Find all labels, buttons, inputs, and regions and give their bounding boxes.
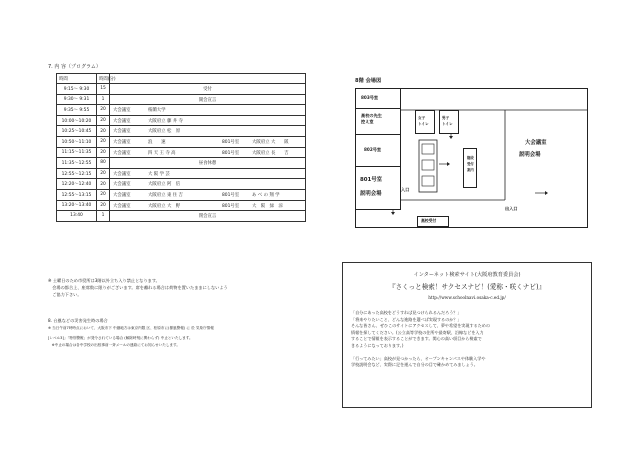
row-time: 9:35〜 9:55 <box>57 105 97 116</box>
row-school-2: 大 阪 緑 涼 <box>252 203 283 209</box>
row-time: 10:00〜10:20 <box>57 115 97 126</box>
row-minutes: 20 <box>97 105 110 116</box>
staff-room <box>355 108 401 136</box>
note-line: 会場の都合上、座席数に限りがございます。席を離れる場合は荷物を置いたままにしないよう <box>48 284 228 290</box>
program-section-title: 7. 内 容（プログラム） <box>48 64 101 70</box>
row-venue: 大会議室 <box>113 171 131 177</box>
row-school: 桜蘭大学 <box>148 108 166 114</box>
table-row <box>57 158 306 169</box>
header-minutes: 時間(分) <box>97 74 110 84</box>
stairs-reception <box>463 148 477 188</box>
row-content <box>110 126 306 137</box>
row-content <box>110 168 306 179</box>
info-url[interactable]: http://www.schoolnavi.osaka-c.ed.jp/ <box>428 295 506 300</box>
table-row <box>57 179 306 190</box>
info-line1: インターネット検索サイト(大阪府教育委員会) <box>413 272 521 278</box>
note-line: ※ 土曜日のため市役所は3階以外立ち入り禁止となります。 <box>48 278 160 283</box>
table-row <box>57 189 306 200</box>
row-school: 大阪府立 阿 倍 <box>148 182 181 188</box>
row-minutes: 1 <box>97 94 110 105</box>
row-event: 閉会宣言 <box>198 214 217 220</box>
row-venue: 大会議室 <box>113 203 131 209</box>
staff-room-label: 高校の先生 控え室 <box>361 113 382 124</box>
row-time: 11:15〜11:35 <box>57 147 97 158</box>
row-content <box>110 179 306 190</box>
row-content <box>110 211 306 222</box>
row-minutes: 15 <box>97 84 110 95</box>
row-time: 10:25〜10:45 <box>57 126 97 137</box>
toilet-men <box>439 110 459 134</box>
table-row <box>57 147 306 158</box>
row-minutes: 20 <box>97 126 110 137</box>
info-box <box>342 262 592 408</box>
row-school-2: 大阪府立 大 阪 <box>252 139 289 145</box>
row-school-2: 大阪府立 長 吉 <box>252 150 289 156</box>
table-row <box>57 105 306 116</box>
row-time: 13:20〜13:40 <box>57 200 97 211</box>
row-school: 四 天 王 寺 高 <box>148 150 176 156</box>
info-body-line: きるようになっております。) <box>351 342 404 348</box>
header-blank <box>110 74 306 84</box>
big-hall-label: 大会議室 <box>525 140 547 146</box>
row-content <box>110 115 306 126</box>
reception-desk <box>417 216 449 227</box>
row-school: 浪 速 <box>148 139 166 145</box>
table-row <box>57 84 306 95</box>
reception-label: 高校受付 <box>421 218 437 223</box>
row-venue: 大会議室 <box>113 108 131 114</box>
row-venue: 大会議室 <box>113 129 131 135</box>
row-content <box>110 147 306 158</box>
row-content <box>110 94 306 105</box>
row-school: 大阪府立 藤 井 寺 <box>148 118 183 124</box>
header-time: 時間 <box>57 74 97 84</box>
toilet-women-label: 女子 トイレ <box>418 116 429 126</box>
note-line: ご協力下さい。 <box>48 291 82 297</box>
row-content <box>110 158 306 169</box>
row-minutes: 20 <box>97 136 110 147</box>
row-venue-2: 801号室 <box>222 192 240 198</box>
info-body-line: 「将来やりたいこと、どんな進路を選べば実現するのか？」 <box>351 316 462 322</box>
toilet-men-label: 男子 トイレ <box>442 116 453 126</box>
room-803-label: 803号室 <box>361 95 379 100</box>
room-801 <box>355 166 401 210</box>
row-school: 大 阪 学 芸 <box>148 171 170 177</box>
table-header-row <box>57 74 306 84</box>
info-body-line: そんな皆さん、ぜひこのサイトにアクセスして、夢や希望を実現するための <box>351 323 490 329</box>
row-venue: 大会議室 <box>113 150 131 156</box>
table-row <box>57 211 306 222</box>
row-minutes: 20 <box>97 189 110 200</box>
weather-notice <box>48 318 318 348</box>
room-801-sub: 説明会場 <box>360 191 382 197</box>
row-time: 9:30〜 9:31 <box>57 94 97 105</box>
table-row <box>57 94 306 105</box>
row-school: 大阪府立 東 住 吉 <box>148 192 183 198</box>
table-row <box>57 168 306 179</box>
row-school-2: あ べ の 翔 学 <box>252 192 280 198</box>
info-body-line: 情報を探してください。(公立高等学校の住所や最寄駅、沿線などを入力 <box>351 329 484 335</box>
info-body-line: することで情報を表示することができます。関心の高い項目から検索で <box>351 336 482 342</box>
row-time: 13:40 <box>57 211 97 222</box>
row-time: 12:55〜13:15 <box>57 189 97 200</box>
row-content <box>110 200 306 211</box>
row-minutes: 1 <box>97 211 110 222</box>
row-event: 受付 <box>203 87 212 92</box>
row-school: 大阪府立 松 原 <box>148 129 181 135</box>
row-content <box>110 105 306 116</box>
row-time: 10:50〜11:10 <box>57 136 97 147</box>
stairs-label: 階段 受付 案内 <box>467 156 474 172</box>
entrance-label: 出入口 <box>505 206 518 211</box>
info-line2: 『さくっと検索！サクセスナビ！(愛称・咲くナビ)』 <box>388 283 546 291</box>
row-venue: 大会議室 <box>113 192 131 198</box>
weather-line: ※ 当日午前7時時点において、大阪市下 中継地方は東京内限 区、松原市に(暴風警報) に 於 気象庁情報 <box>48 325 214 330</box>
row-minutes: 20 <box>97 115 110 126</box>
row-school: 大阪府立 大 野 <box>148 203 181 209</box>
row-minutes: 20 <box>97 168 110 179</box>
info-body <box>351 310 583 369</box>
big-hall-sub: 説明会場 <box>519 152 541 158</box>
row-time: 12:55〜12:15 <box>57 168 97 179</box>
row-minutes: 20 <box>97 179 110 190</box>
floor-map-title: 8階 会場図 <box>355 78 382 84</box>
info-body-line: 学校説明会など、実際に足を運んで自分の目で確かめてみましょう。 <box>351 362 478 368</box>
row-content <box>110 189 306 200</box>
row-event: 開会宣言 <box>198 97 217 103</box>
table-row <box>57 126 306 137</box>
row-time: 12:20〜12:40 <box>57 179 97 190</box>
info-body-line: 「自分にあった高校をどうすれば見つけられるんだろう？」 <box>351 310 462 315</box>
row-minutes: 20 <box>97 200 110 211</box>
room-803 <box>355 88 401 110</box>
program-notes <box>48 278 308 298</box>
row-event: 昼食休憩 <box>198 161 217 167</box>
table-row <box>57 115 306 126</box>
row-venue: 大会議室 <box>113 139 131 145</box>
row-venue-2: 801号室 <box>222 139 240 145</box>
row-venue-2: 801号室 <box>222 150 240 156</box>
program-table <box>56 73 306 222</box>
room-802-label: 802号室 <box>364 147 382 152</box>
room-801-label: 801号室 <box>360 177 383 183</box>
room-802 <box>355 134 401 168</box>
weather-line: ※中止の場合は各中学校の出校事前一斉メールの連絡にてお知らせいたします。 <box>48 342 180 347</box>
row-venue-2: 801号室 <box>222 203 240 209</box>
weather-line: [レベル3]」「特別警報」が発令されている場合 (解除時刻に関わらず) 中止といたします。 <box>48 336 193 341</box>
table-row <box>57 200 306 211</box>
row-time: 9:15〜 9:30 <box>57 84 97 95</box>
row-venue: 大会議室 <box>113 182 131 188</box>
info-body-line: 「行ってみたい」高校が見つかったら、オープンキャンパスや体験入学や <box>351 355 486 361</box>
row-time: 11:35〜12:55 <box>57 158 97 169</box>
row-content <box>110 84 306 95</box>
entrance-small-label: 入口 <box>401 187 410 192</box>
toilet-women <box>415 110 435 134</box>
row-venue: 大会議室 <box>113 118 131 124</box>
row-minutes: 20 <box>97 147 110 158</box>
row-minutes: 80 <box>97 158 110 169</box>
table-row <box>57 136 306 147</box>
floor-map <box>355 88 588 228</box>
row-content <box>110 136 306 147</box>
weather-title: 8. 台風などの災害発生時の場合 <box>48 318 108 323</box>
